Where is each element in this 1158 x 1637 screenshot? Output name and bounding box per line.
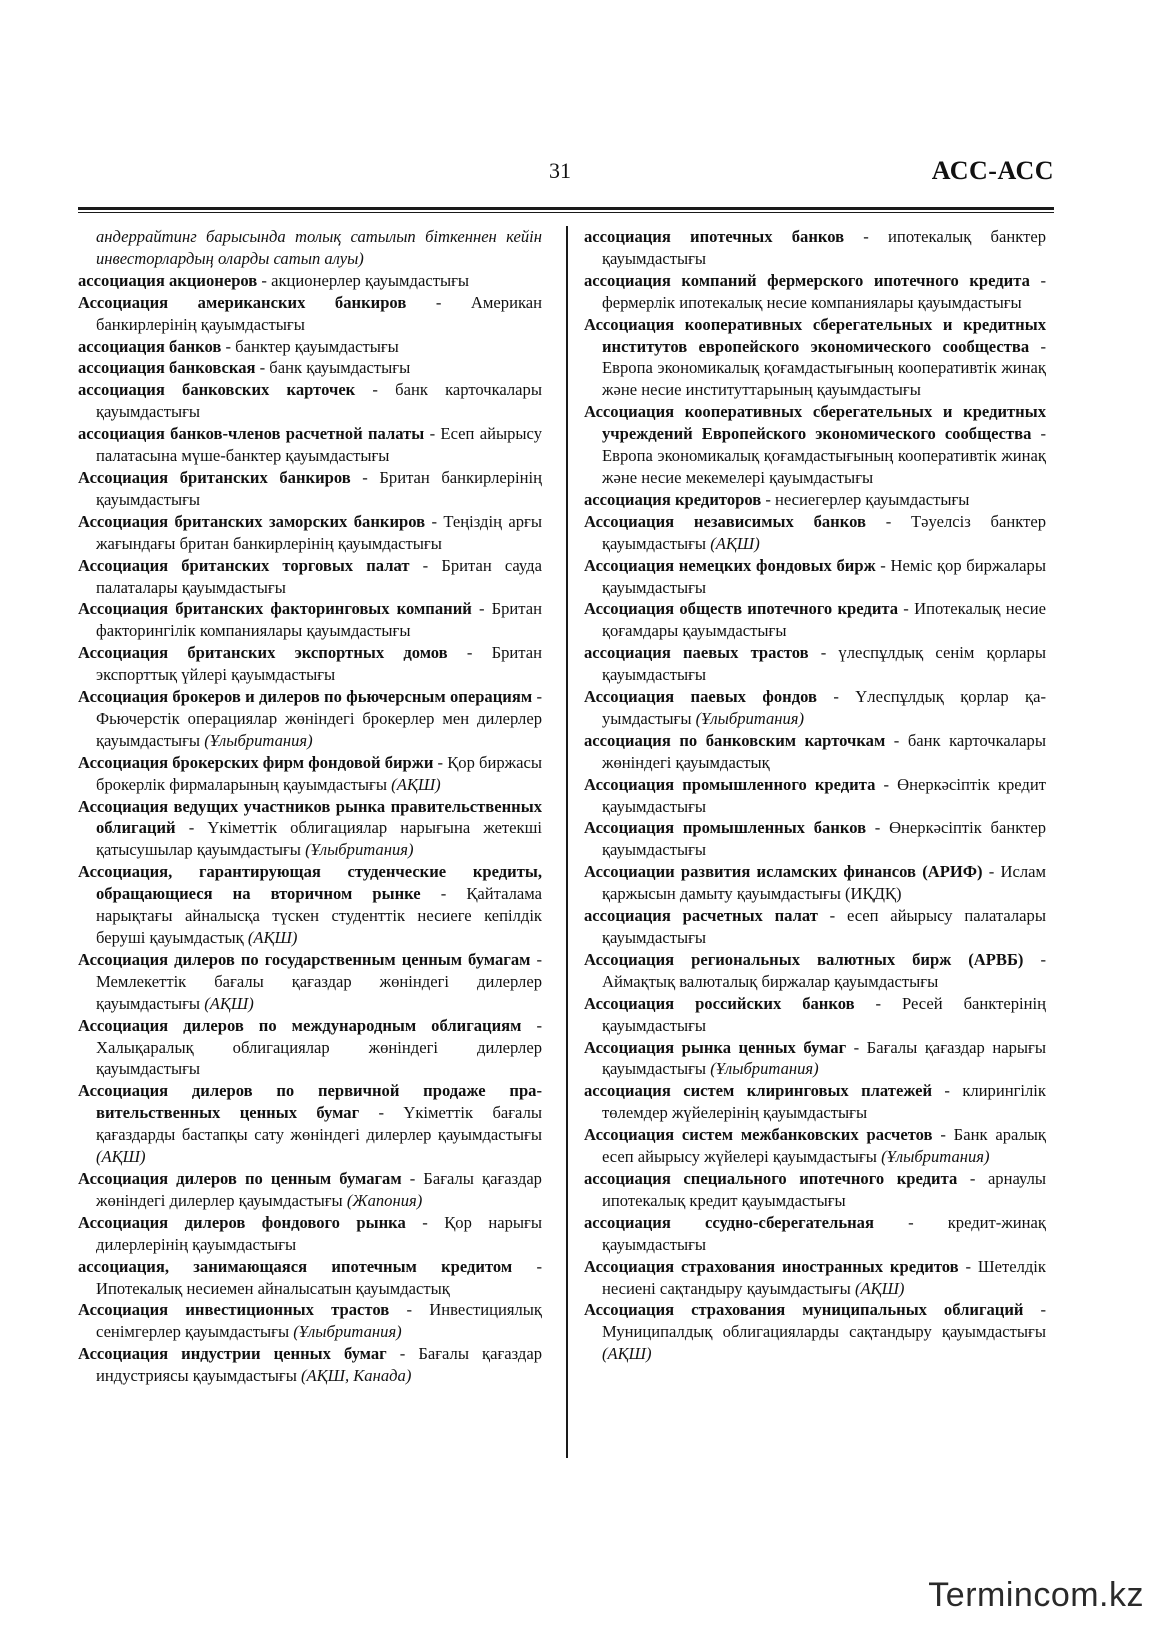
right-column — [584, 226, 1046, 1365]
entry-definition: - Үкіметтік бағалы қағаздарды бастапқы сату жөніндегі дилерлер қауымдастығы — [96, 1103, 543, 1145]
entry-term: Ассоциация американских банкиров — [78, 292, 407, 312]
entry-definition: - банк қауымдастығы — [255, 358, 411, 378]
entry-definition: - Британ банкирлерінің қауымдастығы — [96, 467, 542, 509]
dictionary-entry — [78, 467, 542, 511]
entry-region-note: (Ұлыбритания) — [695, 708, 805, 728]
entry-region-note: (Ұлыбритания) — [204, 730, 313, 750]
entry-term: Ассоциация промышленного кредита — [584, 774, 876, 794]
dictionary-entry — [78, 270, 542, 292]
entry-term: ассоциация ссудно-сберегательная — [584, 1212, 874, 1232]
entry-definition: - Европа экономикалық қоғамдастығының кооперативтік жинақ және несие мекемелері қауымдастығы — [602, 424, 1046, 487]
entry-definition: - Британ экспорттық үйлері қауымдастығы — [96, 643, 542, 685]
entry-definition: - Европа экономикалық қоғамдастығының кооперативтік жинақ және несие институттарының қауымдастығы — [602, 336, 1046, 400]
entry-term: Ассоциация дилеров по ценным бумагам — [78, 1168, 402, 1188]
entry-term: ассоциация банков — [78, 336, 222, 356]
entry-definition: - Бағалы қағаздар жөніндегі дилерлер қауымдастығы — [96, 1168, 542, 1210]
entry-term: ассоциация банковская — [78, 358, 256, 378]
entry-term: Ассоциация инвестиционных трастов — [78, 1300, 390, 1320]
entry-term: Ассоциация кооперативных сберегательных и кредитных институтов европейского экономического сообщества — [584, 314, 1046, 356]
entry-region-note: (Ұлыбритания) — [305, 840, 414, 860]
dictionary-entry — [584, 949, 1046, 993]
dictionary-entry — [78, 1080, 542, 1168]
entry-definition: - Ипотекалық несие қоғамдары қауымдастығы — [602, 599, 1046, 641]
dictionary-entry — [584, 642, 1046, 686]
dictionary-entry — [584, 1124, 1046, 1168]
dictionary-entry — [584, 774, 1046, 818]
entry-region-note: (АҚШ, Канада) — [301, 1366, 412, 1386]
dictionary-entry — [584, 730, 1046, 774]
dictionary-entry — [584, 905, 1046, 949]
entry-definition: - Үкіметтік облигациялар нарығына жетекші қатысушылар қауымдастығы — [96, 818, 542, 860]
dictionary-entry — [584, 598, 1046, 642]
entry-definition: - Өнеркәсіптік кредит қауымдастығы — [602, 774, 1046, 816]
dictionary-entry — [78, 379, 542, 423]
column-divider — [566, 226, 568, 1458]
entry-definition: - клирингілік төлемдер жүйелерінің қауымдастығы — [602, 1081, 1046, 1123]
entry-term: Ассоциация независимых банков — [584, 511, 866, 531]
entry-definition: - фермерлік ипотекалық несие компаниялары қауымдастығы — [602, 270, 1046, 312]
entry-term: Ассоциация рынка ценных бумаг — [584, 1037, 847, 1057]
entry-definition: - Шетелдік несиені сақтандыру қауымдастығы — [602, 1256, 1046, 1298]
entry-region-note: (Ұлыбритания) — [881, 1147, 990, 1167]
entry-region-note: (Ұлыбритания) — [293, 1322, 402, 1342]
entry-term: Ассоциация брокеров и дилеров по фьючерсным операциям — [78, 687, 533, 707]
dictionary-entry — [78, 1299, 542, 1343]
dictionary-entry — [584, 1168, 1046, 1212]
entry-term: Ассоциация ведущих участников рынка правительственных облигаций — [78, 796, 542, 838]
dictionary-entry — [584, 817, 1046, 861]
dictionary-entry — [584, 401, 1046, 489]
entry-term: Ассоциация систем межбанковских расчетов — [584, 1125, 933, 1145]
dictionary-entry — [78, 796, 542, 862]
entry-term: ассоциация ипотечных банков — [584, 227, 845, 246]
entry-term: ассоциация кредиторов — [584, 489, 762, 509]
entry-definition: - Фьючерстік операциялар жөніндегі брокерлер мен дилерлер қауымдастығы — [96, 687, 542, 750]
dictionary-entry — [78, 336, 542, 358]
entry-region-note: (Жапония) — [346, 1190, 423, 1210]
entry-term: Ассоциация, гарантирующая студенческие кредиты, обращающиеся на вторичном рынке — [78, 862, 542, 904]
entry-definition: - Британ сауда палаталары қауымдастығы — [96, 555, 542, 597]
entry-term: ассоциация компаний фермерского ипотечного кредита — [584, 270, 1030, 290]
dictionary-entry — [584, 489, 1046, 511]
dictionary-entry — [78, 555, 542, 599]
dictionary-entry — [584, 861, 1046, 905]
entry-term: ассоциация, занимающаяся ипотечным кредитом — [78, 1256, 513, 1276]
dictionary-entry — [584, 1256, 1046, 1300]
entry-term: Ассоциация промышленных банков — [584, 818, 867, 838]
entry-region-note: (АҚШ) — [854, 1278, 905, 1298]
entry-definition: - банк карточкалары қауымдастығы — [96, 380, 542, 422]
entry-region-note: (АҚШ) — [247, 928, 298, 947]
entry-definition: - Өнеркәсіптік банктер қауымдастығы — [602, 818, 1046, 860]
entry-region-note: (АҚШ) — [602, 1344, 652, 1364]
entry-definition: - банктер қауымдастығы — [221, 336, 399, 356]
entry-definition: - ипотекалық банктер қауымдастығы — [602, 227, 1046, 268]
entry-term: ассоциация систем клиринговых платежей — [584, 1081, 933, 1101]
entry-term: Ассоциация немецких фондовых бирж — [584, 555, 876, 575]
entry-term: Ассоциация британских факторинговых компаний — [78, 599, 472, 619]
entry-definition: - Муниципалдық облигацияларды сақтандыру қауымдастығы — [602, 1300, 1046, 1342]
entry-definition: - арнаулы ипотекалық кредит қауымдастығы — [602, 1168, 1046, 1210]
entry-definition: - есеп айырысу палаталары қауымдастығы — [602, 906, 1046, 947]
entry-region-note: (АҚШ) — [204, 993, 254, 1013]
dictionary-entry — [78, 949, 542, 1015]
entry-term: Ассоциация паевых фондов — [584, 687, 817, 707]
entry-term: Ассоциация британских заморских банкиров — [78, 511, 426, 531]
dictionary-entry — [78, 423, 542, 467]
entry-term: Ассоциация региональных валютных бирж (АРВБ) — [584, 949, 1024, 969]
entry-definition: - Халықаралық облигациялар жөніндегі дилерлер қауымдастығы — [96, 1015, 542, 1079]
dictionary-entry — [78, 357, 542, 379]
entry-term: Ассоциация российских банков — [584, 993, 855, 1013]
entry-term: Ассоциация страхования иностранных кредитов — [584, 1256, 959, 1276]
entry-definition: - Неміс қор биржалары қауымдастығы — [602, 555, 1046, 597]
entry-term: ассоциация специального ипотечного кредита — [584, 1168, 958, 1188]
entry-term: Ассоциация обществ ипотечного кредита — [584, 599, 899, 619]
running-head: АСС-АСС — [931, 156, 1054, 185]
entry-term: Ассоциация британских экспортных домов — [78, 643, 448, 663]
entry-definition: - Инвестициялық сенімгерлер қауымдастығы — [96, 1300, 542, 1342]
dictionary-entry — [78, 1256, 542, 1300]
entry-definition: - акционерлер қауымдастығы — [257, 270, 470, 290]
entry-term: Ассоциация дилеров по международным облигациям — [78, 1015, 522, 1035]
page-number: 31 — [549, 158, 571, 183]
dictionary-entry — [584, 1080, 1046, 1124]
header-rule — [78, 207, 1054, 210]
entry-term: Ассоциация британских торговых палат — [78, 555, 410, 575]
dictionary-entry — [78, 1212, 542, 1256]
entry-term: ассоциация по банковским карточкам — [584, 730, 886, 750]
entry-definition: - Қор нарығы дилерлерінің қауымдастығы — [96, 1212, 543, 1254]
entry-definition: - несиегерлер қауымдастығы — [761, 489, 970, 509]
entry-term: ассоциация паевых трастов — [584, 643, 809, 663]
header-rule-thin — [78, 212, 1054, 213]
entry-term: ассоциация расчетных палат — [584, 906, 818, 926]
dictionary-entry — [584, 270, 1046, 314]
entry-term: Ассоциация дилеров по первичной продаже правительственных ценных бумаг — [78, 1081, 542, 1123]
entry-definition: - Қайталама нарықтағы айналысқа түскен студенттік несиеге кепілдік беруші қауымдастық — [96, 884, 543, 947]
dictionary-entry — [78, 1015, 542, 1081]
entry-region-note: (АҚШ) — [96, 1147, 146, 1167]
dictionary-entry — [78, 598, 542, 642]
entry-term: Ассоциация индустрии ценных бумаг — [78, 1344, 387, 1364]
entry-definition: - үлеспұлдық сенім қорлары қауымдастығы — [602, 643, 1046, 685]
entry-term: ассоциация банков-членов расчетной палаты — [78, 424, 425, 444]
entry-definition: - банк карточкалары жөніндегі қауымдастық — [602, 730, 1046, 772]
dictionary-entry — [78, 511, 542, 555]
entry-term: ассоциация акционеров — [78, 270, 258, 290]
dictionary-entry — [584, 555, 1046, 599]
left-column — [78, 226, 542, 1387]
entry-definition: - Британ факторингілік компаниялары қауымдастығы — [96, 599, 542, 641]
dictionary-entry — [78, 1343, 542, 1387]
entry-term: Ассоциация дилеров по государственным ценным бумагам — [78, 949, 531, 969]
dictionary-entry — [78, 292, 542, 336]
entry-region-note: (АҚШ) — [710, 533, 760, 553]
entry-definition: - Ипотекалық несиемен айналысатын қауымдастық — [96, 1256, 542, 1298]
entry-definition: - Қор биржасы брокерлік фирмаларының қауымдастығы — [96, 752, 542, 794]
entry-term: Ассоциация дилеров фондового рынка — [78, 1212, 406, 1232]
entry-term: Ассоциации развития исламских финансов (АРИФ) — [584, 862, 983, 882]
footer-logo: Termincom.kz — [928, 1576, 1144, 1614]
dictionary-entry — [584, 226, 1046, 270]
dictionary-entry: андеррайтинг барысында толық сатылып біткеннен кейін инвесторлардың оларды сатып алуы) — [96, 227, 542, 268]
entry-term: Ассоциация кооперативных сберегательных и кредитных учреждений Европейского экономического сообщества — [584, 402, 1046, 444]
entry-term: Ассоциация брокерских фирм фондовой биржи — [78, 752, 434, 772]
entry-term: Ассоциация британских банкиров — [78, 467, 351, 487]
dictionary-entry — [78, 861, 542, 949]
entry-definition: - Банк аралық есеп айырысу жүйелері қауымдастығы — [602, 1125, 1046, 1167]
dictionary-entry — [584, 1212, 1046, 1256]
dictionary-entry — [584, 993, 1046, 1037]
entry-definition: - Мемлекеттік бағалы қағаздар жөніндегі дилерлер қауымдастығы — [96, 949, 542, 1013]
entry-term: Ассоциация страхования муниципальных облигаций — [584, 1300, 1024, 1320]
entry-definition: - Тәуелсіз банктер қауымдастығы — [602, 511, 1046, 553]
entry-term: ассоциация банковских карточек — [78, 380, 356, 400]
dictionary-entry — [584, 314, 1046, 402]
dictionary-entry — [78, 752, 542, 796]
dictionary-entry — [584, 686, 1046, 730]
entry-definition: - кредит-жинақ қауымдастығы — [602, 1212, 1046, 1254]
entry-definition: - Аймақтық валюталық биржалар қауымдастығы — [602, 949, 1046, 991]
entry-definition: - Бағалы қағаздар индустриясы қауымдастығы — [96, 1344, 542, 1386]
dictionary-entry — [78, 686, 542, 752]
entry-definition: - Үлеспұлдық қорлар қауымдастығы — [602, 687, 1046, 728]
entry-definition: - Американ банкирлерінің қауымдастығы — [96, 292, 542, 334]
entry-definition: - Теңіздің арғы жағындағы британ банкирлерінің қауымдастығы — [96, 511, 542, 553]
entry-definition: - Ислам қаржысын дамыту қауымдастығы (ИҚДҚ) — [602, 862, 1046, 904]
entry-region-note: (АҚШ) — [391, 774, 441, 794]
dictionary-entry — [584, 1037, 1046, 1081]
dictionary-entry — [584, 511, 1046, 555]
entry-definition: - Есеп айырысу палатасына мүше-банктер қауымдастығы — [96, 424, 542, 466]
dictionary-entry — [78, 1168, 542, 1212]
entry-definition: - Бағалы қағаздар нарығы қауымдастығы — [602, 1037, 1046, 1079]
dictionary-entry — [78, 642, 542, 686]
dictionary-entry — [584, 1299, 1046, 1365]
entry-region-note: (Ұлыбритания) — [710, 1059, 819, 1079]
entry-definition: - Ресей банктерінің қауымдастығы — [602, 993, 1046, 1035]
